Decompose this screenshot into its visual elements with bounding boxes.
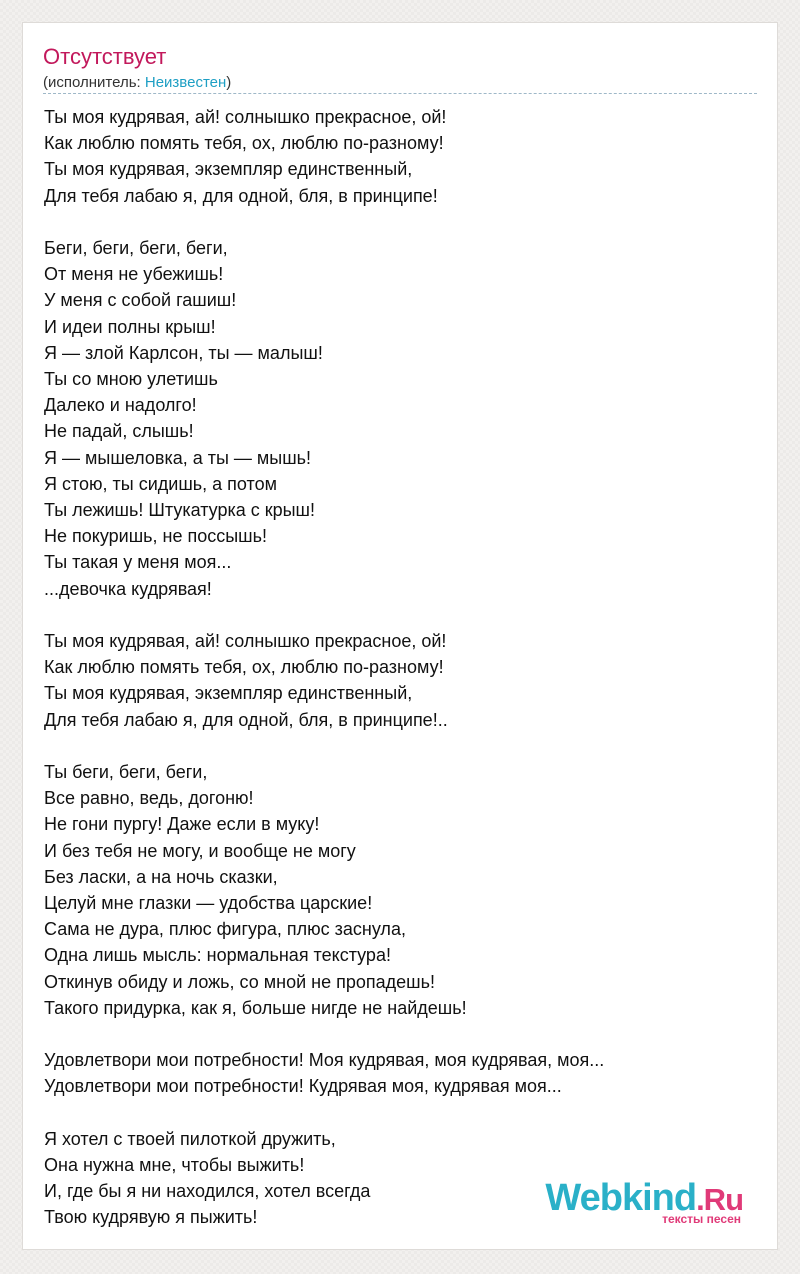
lyric-line: Для тебя лабаю я, для одной, бля, в принципе!	[44, 185, 438, 206]
lyric-line: И без тебя не могу, и вообще не могу	[44, 840, 356, 861]
lyric-line: Не гони пургу! Даже если в муку!	[44, 814, 320, 835]
lyric-line: Откинув обиду и ложь, со мной не пропадешь!	[44, 971, 435, 992]
artist-prefix: (исполнитель:	[43, 74, 145, 91]
stanza	[44, 1047, 754, 1099]
lyric-line: Ты моя кудрявая, ай! солнышко прекрасное, ой!	[44, 107, 447, 127]
lyric-line: Я — мышеловка, а ты — мышь!	[44, 447, 312, 468]
lyric-line: Я хотел с твоей пилоткой дружить,	[44, 1128, 336, 1149]
artist-suffix: )	[226, 74, 232, 91]
lyric-line: Как люблю помять тебя, ох, люблю по-разному!	[44, 657, 444, 678]
lyric-line: Без ласки, а на ночь сказки,	[44, 866, 278, 887]
lyric-line: Удовлетвори мои потребности! Кудрявая моя, кудрявая моя...	[44, 1076, 562, 1097]
artist-line	[43, 74, 231, 92]
lyric-line: Ты такая у меня моя...	[44, 552, 232, 573]
lyric-line: Целуй мне глазки — удобства царские!	[44, 893, 373, 914]
lyric-line: Ты беги, беги, беги,	[44, 762, 208, 783]
lyric-line: ...девочка кудрявая!	[44, 578, 212, 599]
lyric-line: Все равно, ведь, догоню!	[44, 788, 254, 809]
stanza	[44, 628, 754, 733]
artist-link[interactable]: Неизвестен	[144, 74, 227, 91]
lyric-line: Твою кудрявую я пыжить!	[44, 1207, 258, 1228]
lyric-line: Удовлетвори мои потребности! Моя кудрявая, моя кудрявая, моя...	[44, 1050, 605, 1071]
logo-tld: .Ru	[696, 1182, 743, 1217]
site-logo[interactable]	[545, 1177, 743, 1226]
logo-tagline: тексты песен	[662, 1212, 741, 1226]
lyric-line: Не покуришь, не поссышь!	[44, 526, 267, 547]
lyric-line: Беги, беги, беги, беги,	[44, 238, 228, 258]
lyric-line: Я — злой Карлсон, ты — малыш!	[44, 342, 323, 363]
lyric-line: Для тебя лабаю я, для одной, бля, в принципе!..	[44, 709, 448, 730]
lyric-line: Ты моя кудрявая, экземпляр единственный,	[44, 159, 413, 180]
song-title: Отсутствует	[43, 44, 167, 69]
lyric-line: Ты моя кудрявая, экземпляр единственный,	[44, 683, 413, 704]
lyric-line: Ты со мною улетишь	[44, 369, 218, 390]
lyric-line: Ты моя кудрявая, ай! солнышко прекрасное, ой!	[44, 631, 447, 652]
lyric-line: Как люблю помять тебя, ох, люблю по-разному!	[44, 133, 444, 154]
lyric-line: Ты лежишь! Штукатурка с крыш!	[44, 500, 316, 521]
stanza	[44, 759, 754, 1021]
lyric-line: Не падай, слышь!	[44, 421, 194, 442]
header-divider	[43, 93, 757, 94]
lyric-line: Одна лишь мысль: нормальная текстура!	[44, 945, 391, 966]
lyric-line: От меня не убежишь!	[44, 264, 224, 285]
stanza	[44, 235, 754, 602]
lyric-line: У меня с собой гашиш!	[44, 290, 237, 311]
lyric-line: Сама не дура, плюс фигура, плюс заснула,	[44, 919, 406, 940]
lyrics-card	[22, 22, 778, 1250]
logo-word: Webkind	[545, 1177, 697, 1219]
lyric-line: Она нужна мне, чтобы выжить!	[44, 1155, 305, 1176]
lyric-line: И, где бы я ни находился, хотел всегда	[44, 1181, 371, 1202]
stanza	[44, 104, 754, 209]
lyric-line: Такого придурка, как я, больше нигде не найдешь!	[44, 997, 467, 1018]
lyrics-text	[44, 104, 754, 1257]
lyric-line: Я стою, ты сидишь, а потом	[44, 473, 277, 494]
lyric-line: И идеи полны крыш!	[44, 316, 216, 337]
lyric-line: Далеко и надолго!	[44, 395, 197, 416]
